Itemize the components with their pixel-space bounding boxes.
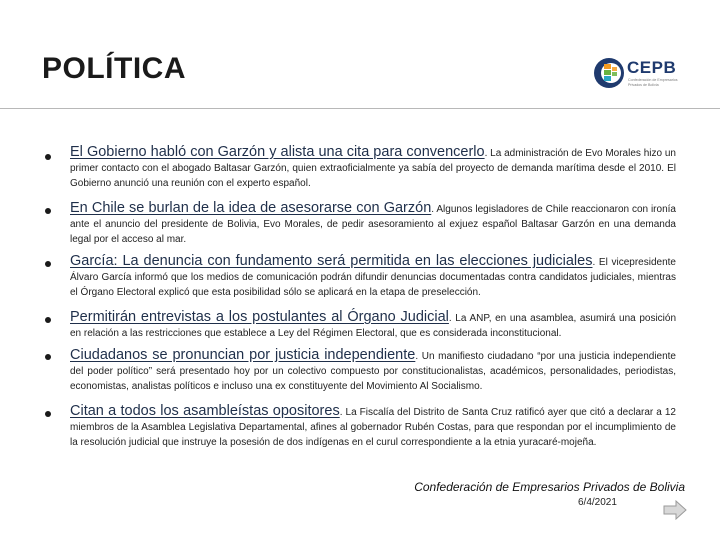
news-headline-2[interactable]: En Chile se burlan de la idea de asesorarse con Garzón — [70, 200, 432, 216]
news-item-2 — [70, 201, 676, 247]
bullet-icon — [45, 317, 51, 323]
news-item-4 — [70, 310, 676, 341]
news-summary-6: . La Fiscalía del Distrito de Santa Cruz ratificó ayer que citó a declarar a 12 miembros de la Asamblea Legislativa Departamental, afines al gobernador Rubén Costas, para que respondan por el incumplimiento de la resolución judicial que instruye la posesión de dos indígenas en el curul correspondiente a la etnia yuracaré-mojeña. — [70, 407, 676, 448]
right-arrow-icon[interactable] — [662, 500, 688, 520]
news-headline-4[interactable]: Permitirán entrevistas a los postulantes al Órgano Judicial — [70, 309, 449, 325]
bullet-icon — [45, 354, 51, 360]
news-item-3 — [70, 254, 676, 300]
news-headline-3[interactable]: García: La denuncia con fundamento será permitida en las elecciones judiciales — [70, 253, 593, 269]
footer-date: 6/4/2021 — [578, 497, 617, 508]
bullet-icon — [45, 411, 51, 417]
logo-subtitle: Confederación de Empresarios Privados de Bolivia — [628, 78, 678, 87]
title-divider — [0, 108, 720, 109]
page-title: POLÍTICA — [42, 52, 186, 85]
cepb-logo — [592, 56, 676, 92]
cepb-logo-mark-icon — [592, 56, 626, 90]
footer-organization: Confederación de Empresarios Privados de Bolivia — [414, 480, 685, 494]
news-item-1 — [70, 145, 676, 191]
news-headline-5[interactable]: Ciudadanos se pronuncian por justicia independiente — [70, 347, 416, 363]
news-summary-1: . La administración de Evo Morales hizo un primer contacto con el abogado Baltasar Garzón, quien extraoficialmente ya sabía del proyecto de demanda marítima desde el 2010. El Gobierno anunció una reunión con el experto español. — [70, 148, 676, 189]
news-summary-4: . La ANP, en una asamblea, asumirá una posición en relación a las restricciones que establece a Ley del Régimen Electoral, que es considerada inconstitucional. — [70, 313, 677, 339]
news-item-6 — [70, 404, 676, 450]
bullet-icon — [45, 261, 51, 267]
news-summary-3: . El vicepresidente Álvaro García informó que los medios de comunicación podrán difundir denuncias documentadas contra candidatos judiciales, mientras el Órgano Electoral explicó que esta posibilidad sólo se aplicará en la etapa de preselección. — [70, 257, 676, 298]
bullet-icon — [45, 208, 51, 214]
news-headline-1[interactable]: El Gobierno habló con Garzón y alista una cita para convencerlo — [70, 144, 485, 160]
news-summary-5: . Un manifiesto ciudadano “por una justicia independiente del poder político” será presentado hoy por un colectivo compuesto por constitucionalistas, académicos, personalidades, periodistas, economistas, analistas políticos e incluso una ex constituyente del Movimiento Al Socialismo. — [70, 351, 676, 392]
bullet-icon — [45, 154, 51, 160]
news-headline-6[interactable]: Citan a todos los asambleístas opositores — [70, 403, 340, 419]
news-summary-2: . Algunos legisladores de Chile reaccionaron con ironía ante el anuncio del presidente de Bolivia, Evo Morales, de pedir asesoramiento al exjuez español Baltasar Garzón en una demanda legal por el acceso al mar. — [70, 204, 676, 245]
news-item-5 — [70, 348, 676, 394]
logo-wordmark: CEPB — [627, 58, 677, 77]
